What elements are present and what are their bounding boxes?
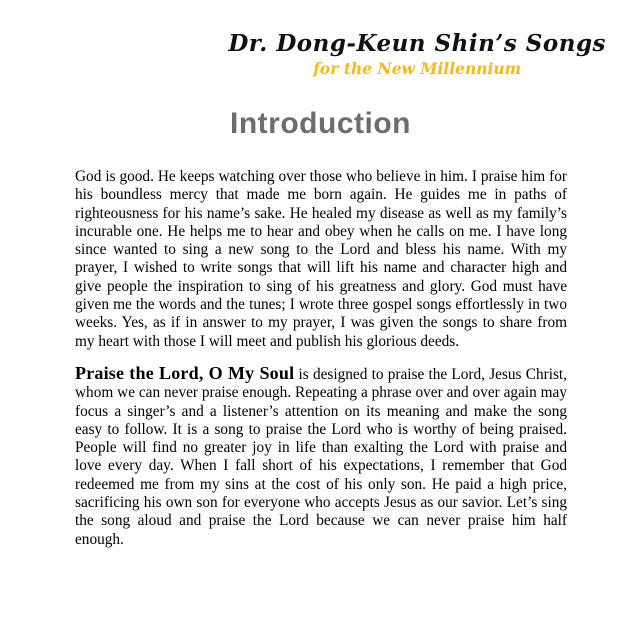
paragraph: God is good. He keeps watching over those who believe in him. I praise him for his boundless mercy that made me born again. He guides me in paths of righteousness for his name’s sake. He healed my disease as well as my family’s incurable one. He helps me to hear and obey when he calls on me. I have long since wanted to sing a new song to the Lord and bless his name. With my prayer, I wished to write songs that will lift his name and character high and give people the inspiration to sing of his greatness and glory. God must have given me the words and the tunes; I wrote three gospel songs effortlessly in two weeks. Yes, as if in answer to my prayer, I was given the songs to share from my heart with those I will meet and publish his glorious deeds. bbox=[75, 168, 567, 350]
page-header-block bbox=[228, 30, 606, 78]
book-title: Dr. Dong-Keun Shin’s Songs bbox=[228, 30, 606, 57]
page-header bbox=[0, 0, 641, 79]
page-title: Introduction bbox=[230, 107, 411, 140]
body-text bbox=[75, 168, 567, 549]
paragraph bbox=[75, 364, 567, 549]
book-subtitle: for the New Millennium bbox=[313, 59, 522, 78]
paragraph-text: is designed to praise the Lord, Jesus Christ, whom we can never praise enough. Repeating a phrase over and over again may focus a singer’s and a listener’s attention on its meaning and make the song easy to follow. It is a song to praise the Lord who is worthy of being praised. People will find no greater joy in life than exalting the Lord with praise and love every day. When I fall short of his expectations, I remember that God redeemed me from my sins at the cost of his only son. He paid a high price, sacrificing his own son for everyone who accepts Jesus as our savior. Let’s sing the song aloud and praise the Lord because we can never praise him half enough. bbox=[75, 365, 567, 548]
song-title-lead: Praise the Lord, O My Soul bbox=[75, 362, 295, 383]
